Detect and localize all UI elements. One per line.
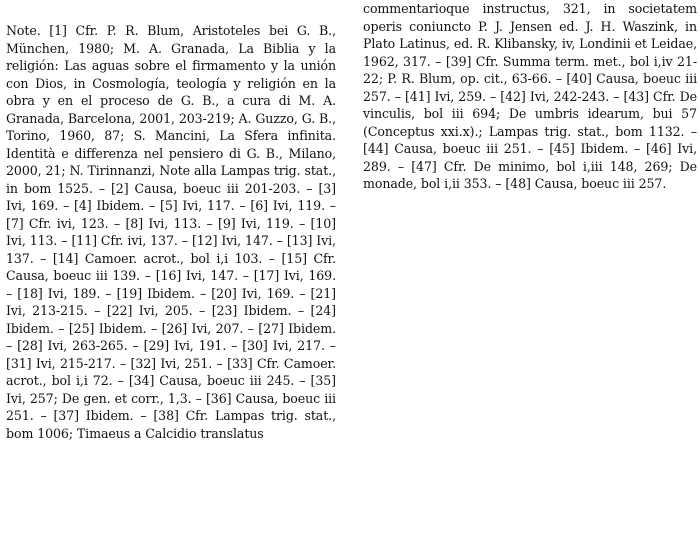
notes-left-text: Note. [1] Cfr. P. R. Blum, Aristoteles bei G. B., München, 1980; M. A. Granada, La Biblia y la religión: Las aguas sobre el firmamento y la unión con Dios, in Cosmología, teología y religión en la obra y en el proceso de G. B., a cura di M. A. Granada, Barcelona, 2001, 203-219; A. Guzzo, G. B., Torino, 1960, 87; S. Mancini, La Sfera infinita. Identità e differenza nel pensiero di G. B., Milano, 2000, 21; N. Tirinnanzi, Note alla Lampas trig. stat., in bom 1525. – [2] Causa, boeuc iii 201-203. – [3] Ivi, 169. – [4] Ibidem. – [5] Ivi, 117. – [6] Ivi, 119. – [7] Cfr. ivi, 123. – [8] Ivi, 113. – [9] Ivi, 119. – [10] Ivi, 113. – [11] Cfr. ivi, 137. – [12] Ivi, 147. – [13] Ivi, 137. – [14] Camoer. acrot., bol i,i 103. – [15] Cfr. Causa, boeuc iii 139. – [16] Ivi, 147. – [17] Ivi, 169. – [18] Ivi, 189. – [19] Ibidem. – [20] Ivi, 169. – [21] Ivi, 213-215. – [22] Ivi, 205. – [23] Ibidem. – [24] Ibidem. – [25] Ibidem. – [26] Ivi, 207. – [27] Ibidem. – [28] Ivi, 263-265. – [29] Ivi, 191. – [30] Ivi, 217. – [31] Ivi, 215-217. – [32] Ivi, 251. – [33] Cfr. Camoer. acrot., bol i,i 72. – [34] Causa, boeuc iii 245. – [35] Ivi, 257; De gen. et corr., 1,3. – [36] Causa, boeuc iii 251. – [37] Ibidem. – [38] Cfr. Lampas trig. stat., bom 1006; Timaeus a Calcidio translatus [6,23,336,441]
notes-left-column [6,22,336,442]
notes-right-column [363,0,697,193]
notes-right-text: commentarioque instructus, 321, in societatem operis coniuncto P. J. Jensen ed. J. H. Waszink, in Plato Latinus, ed. R. Klibansky, iv, Londinii et Leidae, 1962, 317. – [39] Cfr. Summa term. met., bol i,iv 21-22; P. R. Blum, op. cit., 63-66. – [40] Causa, boeuc iii 257. – [41] Ivi, 259. – [42] Ivi, 242-243. – [43] Cfr. De vinculis, bol iii 694; De umbris idearum, bui 57 (Conceptus xxi.x).; Lampas trig. stat., bom 1132. – [44] Causa, boeuc iii 251. – [45] Ibidem. – [46] Ivi, 289. – [47] Cfr. De minimo, bol i,iii 148, 269; De monade, bol i,ii 353. – [48] Causa, boeuc iii 257. [363,1,697,191]
